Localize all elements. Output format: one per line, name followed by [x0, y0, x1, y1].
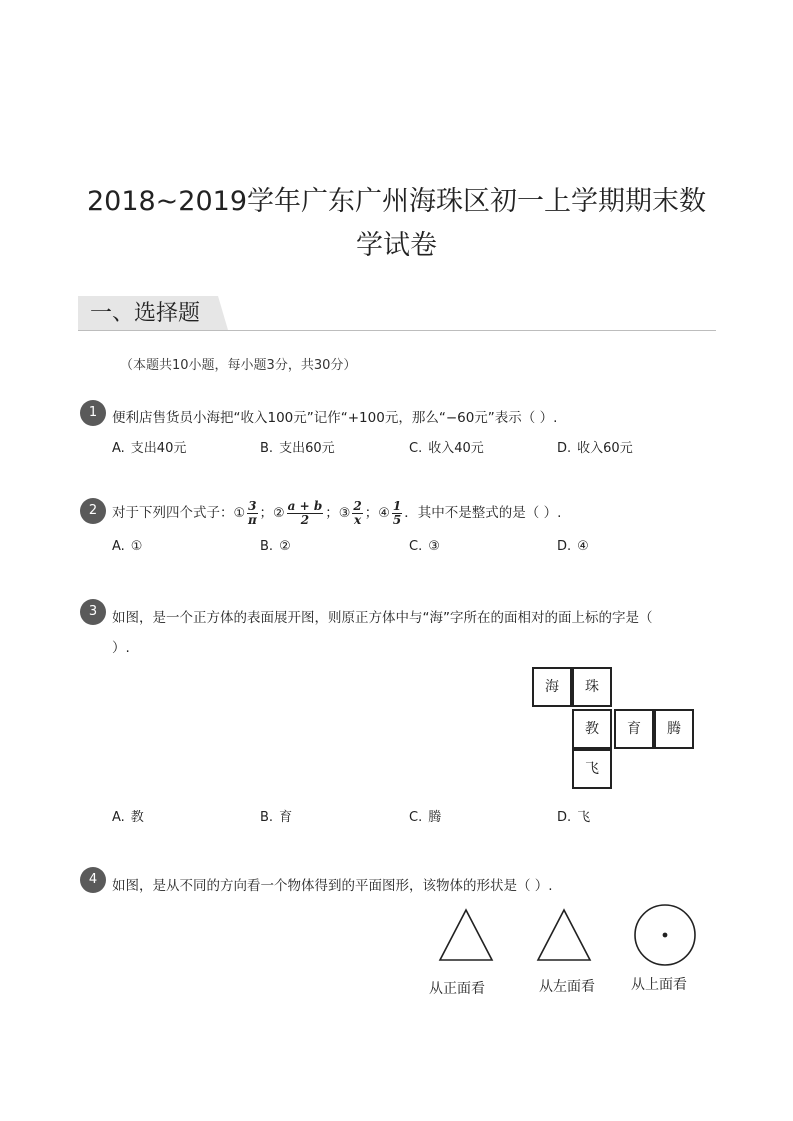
fraction	[247, 500, 257, 527]
three-views-figure	[420, 900, 710, 970]
question-text: 如图，是从不同的方向看一个物体得到的平面图形，该物体的形状是（ ）.	[112, 878, 553, 894]
option-text: 腾	[428, 810, 442, 825]
option-text: ①	[130, 539, 143, 554]
question-number-badge: 4	[80, 867, 106, 893]
option-c[interactable]	[409, 806, 441, 825]
item-mark: ③	[338, 506, 351, 521]
question-text: 便利店售货员小海把“收入100元”记作“+100元，那么“−60元”表示（ ）.	[112, 410, 558, 426]
question-number-badge: 3	[80, 599, 106, 625]
separator: ；	[364, 505, 379, 521]
option-a[interactable]	[112, 437, 186, 456]
separator: ；	[325, 505, 339, 521]
view-label-top: 从上面看	[631, 977, 687, 993]
option-letter: B.	[260, 810, 274, 825]
option-d[interactable]	[557, 539, 589, 554]
fraction-denominator: π	[247, 512, 257, 527]
option-text: ④	[577, 539, 589, 554]
option-text: 教	[130, 810, 144, 825]
top-view-center-dot	[663, 933, 668, 938]
view-label-front: 从正面看	[429, 981, 485, 997]
option-a[interactable]	[112, 806, 144, 825]
net-face: 教	[572, 709, 612, 749]
option-text: 支出60元	[279, 441, 335, 456]
net-face: 珠	[572, 667, 612, 707]
question-number-badge: 1	[80, 400, 106, 426]
fraction-numerator: 2	[353, 498, 362, 513]
left-view-triangle	[538, 910, 590, 960]
option-text: ③	[428, 539, 440, 554]
option-letter: D.	[557, 810, 572, 825]
option-letter: C.	[409, 539, 423, 554]
fraction	[392, 500, 402, 527]
option-text: 飞	[577, 810, 591, 825]
fraction-numerator: 1	[392, 498, 402, 513]
question-prefix: 对于下列四个式子：	[112, 505, 234, 521]
option-letter: A.	[112, 810, 125, 825]
option-letter: C.	[409, 441, 423, 456]
option-text: 育	[279, 810, 293, 825]
net-face: 海	[532, 667, 572, 707]
page-title-line1: 2018~2019学年广东广州海珠区初一上学期期末数	[86, 186, 707, 217]
fraction-numerator: 3	[248, 498, 257, 513]
option-b[interactable]	[260, 539, 291, 554]
question-text-line1: 如图，是一个正方体的表面展开图，则原正方体中与“海”字所在的面相对的面上标的字是（	[112, 610, 653, 626]
net-face: 腾	[654, 709, 694, 749]
option-letter: D.	[557, 441, 572, 456]
item-mark: ④	[378, 506, 390, 521]
view-label-left: 从左面看	[539, 979, 595, 995]
fraction-numerator: a + b	[287, 498, 323, 513]
option-letter: B.	[260, 539, 274, 554]
question-suffix: ．其中不是整式的是（ ）.	[404, 505, 562, 521]
option-letter: A.	[112, 539, 125, 554]
option-d[interactable]	[557, 806, 590, 825]
section-note: （本题共10小题，每小题3分，共30分）	[120, 358, 357, 373]
fraction-denominator: 5	[392, 512, 402, 527]
item-mark: ②	[273, 506, 285, 521]
option-b[interactable]	[260, 437, 335, 456]
separator: ；	[259, 505, 274, 521]
net-face: 育	[614, 709, 654, 749]
option-text: 收入60元	[577, 441, 633, 456]
fraction	[352, 500, 362, 527]
section-title: 一、选择题	[90, 301, 201, 326]
option-letter: C.	[409, 810, 423, 825]
page-title-line2: 学试卷	[356, 230, 437, 261]
option-c[interactable]	[409, 437, 484, 456]
fraction	[287, 500, 324, 527]
option-b[interactable]	[260, 806, 292, 825]
question-text	[112, 496, 561, 531]
option-text: 支出40元	[130, 441, 187, 456]
option-c[interactable]	[409, 539, 440, 554]
item-mark: ①	[233, 506, 246, 521]
option-a[interactable]	[112, 539, 142, 554]
question-text-line2: ）.	[112, 640, 130, 656]
option-letter: B.	[260, 441, 274, 456]
cube-net-figure	[532, 667, 697, 791]
option-text: ②	[279, 539, 291, 554]
fraction-denominator: x	[354, 512, 362, 527]
option-letter: A.	[112, 441, 125, 456]
option-text: 收入40元	[428, 441, 484, 456]
front-view-triangle	[440, 910, 492, 960]
net-face: 飞	[572, 749, 612, 789]
option-letter: D.	[557, 539, 572, 554]
fraction-denominator: 2	[300, 512, 310, 527]
option-d[interactable]	[557, 437, 633, 456]
question-number-badge: 2	[80, 498, 106, 524]
